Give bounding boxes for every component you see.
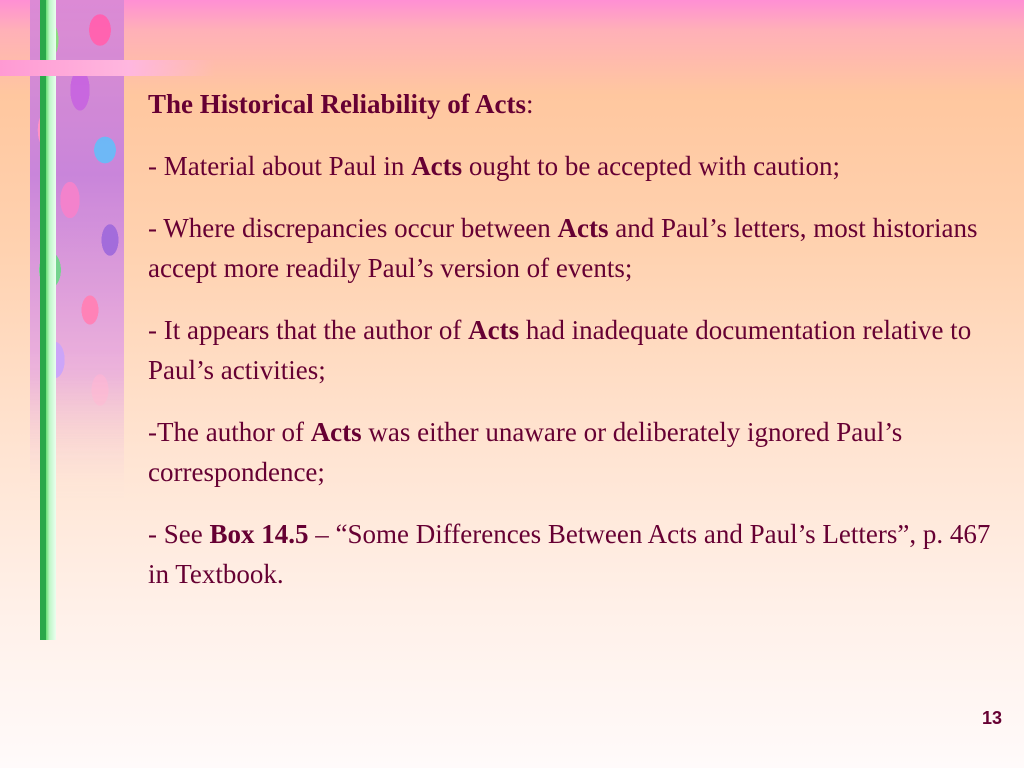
bullet-text: - Material about Paul in <box>148 151 412 181</box>
slide-content <box>148 84 998 616</box>
bullet-paragraph-3 <box>148 310 998 390</box>
bullet-text: - Where discrepancies occur between <box>148 213 558 243</box>
bullet-text: ought to be accepted with caution; <box>462 151 841 181</box>
bullet-bold-text: Acts <box>310 417 362 447</box>
bullet-paragraph-4 <box>148 412 998 492</box>
bullet-text: had inadequate documentation relative to Paul’s activities; <box>148 315 972 385</box>
bullet-bold-text: Acts <box>468 315 520 345</box>
title-colon: : <box>525 89 534 119</box>
bullet-bold-text: Acts <box>411 151 463 181</box>
bullet-bold-text: Acts <box>557 213 609 243</box>
bullet-bold-text: Box 14.5 <box>209 519 309 549</box>
slide-title <box>148 84 998 124</box>
bullet-text: was either unaware or deliberately ignored Paul’s correspondence; <box>148 417 903 487</box>
bullet-text: - It appears that the author of <box>148 315 469 345</box>
bullet-text: – “Some Differences Between Acts and Paul’s Letters”, p. 467 in Textbook. <box>148 519 991 589</box>
decorative-horizontal-bar <box>0 60 215 76</box>
bullet-paragraph-1 <box>148 146 998 186</box>
bullet-text: -The author of <box>148 417 311 447</box>
page-number: 13 <box>981 708 1002 728</box>
bullet-paragraph-2 <box>148 208 998 288</box>
title-text: The Historical Reliability of Acts <box>148 89 526 119</box>
bullet-paragraph-5 <box>148 514 998 594</box>
bullet-text: and Paul’s letters, most historians accept more readily Paul’s version of events; <box>148 213 978 283</box>
decorative-vertical-bar <box>40 0 56 640</box>
bullet-text: - See <box>148 519 210 549</box>
